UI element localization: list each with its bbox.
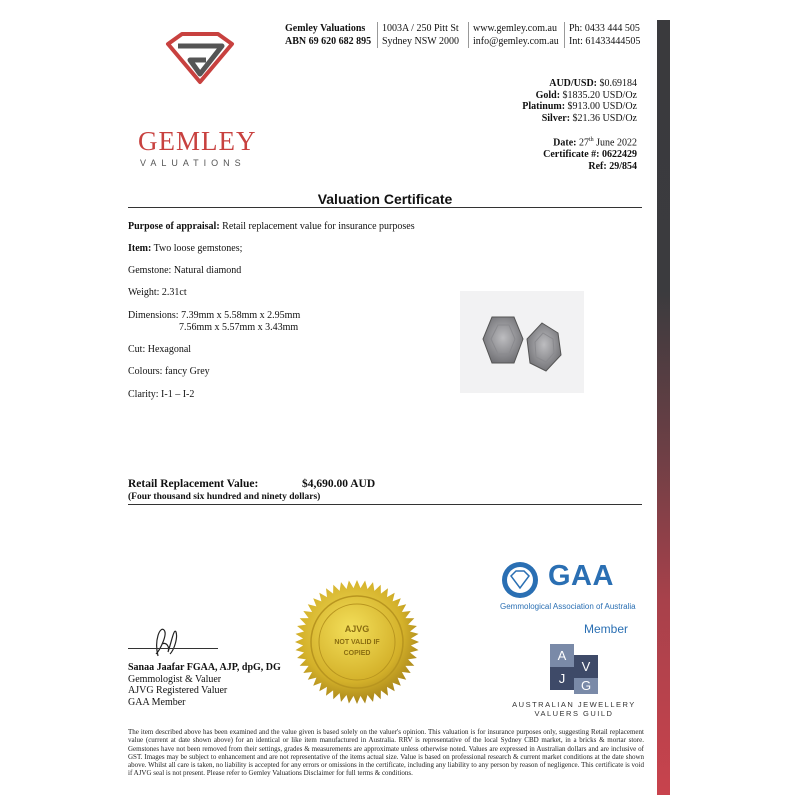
date-day: 27 [576, 137, 589, 149]
weight-field: Weight: 2.31ct [128, 287, 187, 298]
dimensions-value-1: 7.39mm x 5.58mm x 2.95mm [181, 310, 301, 321]
phone-number: Ph: 0433 444 505 [569, 23, 640, 34]
certificate-title: Valuation Certificate [317, 191, 453, 207]
side-gradient-bar [657, 20, 670, 795]
valuer-block [128, 662, 281, 708]
web-block [473, 22, 559, 48]
logo-subtitle: VALUATIONS [140, 158, 246, 168]
gaa-emblem-icon [500, 560, 544, 600]
email-link[interactable]: info@gemley.com.au [473, 36, 559, 47]
certificate-meta [543, 135, 637, 172]
certificate-number-row [543, 149, 637, 161]
disclaimer-text: The item described above has been examined and the value given is based solely on the valuer's opinion. This valuation is for insurance purposes only, suggesting Retail replacement value (current at date shown above) for an identical or like item manufactured in Australia. RRV is representative of the local Sydney CBD market, in a bricks & mortar store. Gemstones have not been removed from their settings, grades & measurements are approximate unless otherwise noted. Values are expressed in Australian dollars and are inclusive of GST. Images may be subject to enhancement and are not representative of the items actual size. Value is based on professional research & current market conditions at the date shown above. Whilst all care is taken, no liability is accepted for any errors or omissions in the certificate, including any liability to any person by reason of negligence. This certificate is void if AJVG seal is not present. Please refer to Gemley Valuations Disclaimer for full terms & conditions. [128, 728, 644, 778]
ajvg-a-square: A [550, 644, 574, 667]
divider [564, 22, 565, 48]
hexagonal-diamonds-image [460, 291, 584, 393]
signature-image [140, 620, 220, 660]
gaa-full-name: Gemmological Association of Australia [500, 602, 636, 611]
diamond-logo-icon [160, 30, 240, 90]
address-line-2: Sydney NSW 2000 [382, 36, 460, 47]
retail-value-label: Retail Replacement Value: [128, 478, 259, 490]
dimensions-field [128, 310, 300, 334]
phone-block [569, 22, 640, 48]
ref-label: Ref: [588, 160, 607, 172]
seal-text-2: NOT VALID IF [334, 639, 380, 646]
seal-text-3: COPIED [343, 650, 371, 657]
colours-field: Colours: fancy Grey [128, 366, 210, 377]
silver-value: $21.36 USD/Oz [570, 112, 637, 124]
gaa-acronym: GAA [548, 560, 614, 592]
divider [377, 22, 378, 48]
gold-value: $1835.20 USD/Oz [560, 89, 637, 101]
certificate-number-label: Certificate #: [543, 148, 600, 160]
valuer-name-text: Sanaa Jaafar FGAA, AJP, dpG, DG [128, 662, 281, 673]
date-label: Date: [553, 137, 577, 149]
platinum-label: Platinum: [522, 101, 566, 113]
item-field [128, 243, 242, 255]
title-rule [128, 207, 642, 208]
retail-value [128, 478, 376, 490]
valuer-role: Gemmologist & Valuer [128, 673, 222, 685]
retail-value-words: (Four thousand six hundred and ninety dollars) [128, 492, 321, 502]
ajvg-v-square: V [574, 655, 598, 678]
dimensions-label: Dimensions: [128, 310, 182, 321]
purpose-field [128, 221, 415, 233]
gemstone-field: Gemstone: Natural diamond [128, 265, 242, 276]
silver-label: Silver: [541, 112, 571, 124]
silver-row [522, 113, 637, 125]
ajvg-name [511, 700, 637, 718]
ajvg-j-square: J [550, 667, 574, 690]
valuer-membership: GAA Member [128, 696, 186, 708]
retail-value-amount: $4,690.00 AUD [302, 478, 376, 490]
ajvg-g-square: G [574, 678, 598, 694]
aud-usd-value: $0.69184 [597, 78, 637, 89]
ref-row [543, 161, 637, 173]
company-abn: ABN 69 620 682 895 [285, 36, 372, 47]
platinum-row [522, 101, 637, 113]
item-value: Two loose gemstones; [151, 243, 243, 254]
gold-label: Gold: [535, 89, 561, 101]
intl-phone-number: Int: 61433444505 [569, 36, 641, 47]
ajvg-logo [546, 644, 606, 694]
clarity-field: Clarity: I-1 – I-2 [128, 389, 195, 400]
date-suffix: th [588, 137, 594, 143]
website-link[interactable]: www.gemley.com.au [473, 23, 557, 34]
cut-field: Cut: Hexagonal [128, 344, 192, 355]
logo-wordmark: GEMLEY [138, 126, 257, 156]
gold-row [522, 90, 637, 102]
gemstone-photo [460, 291, 584, 393]
address-line-1: 1003A / 250 Pitt St [382, 23, 459, 34]
dimensions-value-2: 7.56mm x 5.57mm x 3.43mm [179, 322, 299, 333]
ref-value: 29/854 [606, 160, 637, 172]
certificate-number-value: 0622429 [599, 148, 637, 160]
address-block [382, 22, 459, 48]
aud-usd-row [522, 78, 637, 90]
market-rates [522, 78, 637, 124]
date-row [543, 135, 637, 149]
gaa-member-label: Member [584, 622, 629, 636]
purpose-label: Purpose of appraisal: [128, 221, 220, 232]
valuer-name [128, 662, 281, 674]
aud-usd-label: AUD/USD: [549, 78, 597, 89]
company-block [285, 22, 371, 48]
ajvg-name-line-1: AUSTRALIAN JEWELLERY [512, 700, 636, 709]
divider [468, 22, 469, 48]
valuer-registration: AJVG Registered Valuer [128, 685, 228, 696]
ajvg-gold-seal [293, 578, 421, 706]
item-label: Item: [128, 243, 152, 254]
value-rule [128, 504, 642, 505]
signature-line [128, 648, 218, 649]
purpose-value: Retail replacement value for insurance purposes [219, 221, 415, 232]
gemley-logo [128, 30, 268, 168]
seal-text-1: AJVG [344, 624, 370, 634]
ajvg-name-line-2: VALUERS GUILD [534, 709, 614, 718]
company-name: Gemley Valuations [285, 23, 366, 34]
date-rest: June 2022 [593, 137, 637, 149]
platinum-value: $913.00 USD/Oz [565, 101, 637, 113]
